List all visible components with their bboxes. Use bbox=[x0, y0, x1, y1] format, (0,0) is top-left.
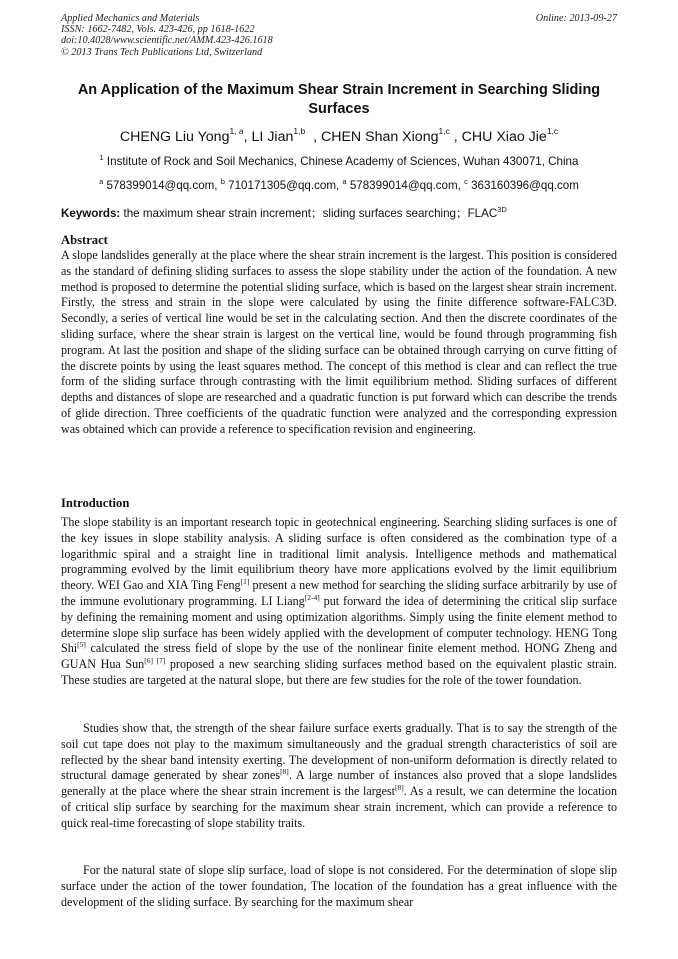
affiliation bbox=[61, 155, 617, 169]
author-separator: , bbox=[305, 129, 321, 145]
paragraph-text: . As a result, we can determine the location of critical slip surface by searching for the maximum shear strain increment, which can provide a reference to quick real-time forecasting of slope stability traits. bbox=[61, 784, 617, 830]
email-address: 363160396@qq.com bbox=[471, 179, 579, 192]
abstract-text: A slope landslides generally at the place where the shear strain increment is the largest. This position is considered as the standard of defining sliding surfaces to assess the slope stability under the action of the foundation. A new method is proposed to determine the potential sliding surface, which is based on the largest shear strain increment. Firstly, the stress and strain in the slope were calculated by using the finite difference software-FALC3D. Secondly, a series of vertical line would be set in the calculating section. And then the discrete coordinates of the sliding surface, where the shear strain is largest on the vertical line, would be found through programming fish program. At last the position and shape of the sliding surface can be obtained through carrying on curve fitting of the discrete points by using the least squares method. The concept of this method is clear and can reflect the true form of the sliding surface through contrasting with the limit equilibrium method. Sliding surfaces of different depths and distances of slope are researched and a quadratic function is put forward which can describe the trends of glide direction. Three coefficients of the quadratic function were analyzed and the corresponding expression was obtained which can provide a reference to specification revision and engineering. bbox=[61, 248, 617, 436]
introduction-heading: Introduction bbox=[61, 496, 130, 510]
citation-ref: [8] bbox=[280, 767, 289, 777]
author-superscript: 1,b bbox=[293, 126, 306, 136]
author-superscript: 1,c bbox=[546, 126, 559, 136]
introduction-paragraph-2 bbox=[61, 721, 617, 832]
affiliation-text: Institute of Rock and Soil Mechanics, Chinese Academy of Sciences, Wuhan 430071, China bbox=[106, 155, 579, 168]
citation-ref: [5] bbox=[77, 640, 86, 650]
author-separator: , bbox=[243, 129, 252, 145]
paragraph-text: . A large number of instances also proved that a slope landslides generally at the place where the shear strain increment is the largest bbox=[61, 768, 617, 799]
email-address: 710171305@qq.com, bbox=[228, 179, 343, 192]
citation-ref: [8] bbox=[395, 783, 404, 793]
email-marker: a bbox=[342, 177, 347, 186]
email-marker: c bbox=[464, 177, 468, 186]
keywords-label: Keywords: bbox=[61, 207, 121, 220]
journal-copyright: © 2013 Trans Tech Publications Ltd, Switzerland bbox=[61, 46, 263, 58]
paragraph-text: calculated the stress field of slope by the use of the nonlinear finite element method. HONG Zheng and GUAN Hua Sun bbox=[61, 641, 617, 672]
email-address: 578399014@qq.com, bbox=[106, 179, 221, 192]
author-superscript: 1,c bbox=[438, 126, 450, 136]
journal-doi: doi:10.4028/www.scientific.net/AMM.423-426.1618 bbox=[61, 35, 273, 47]
paragraph-text: present a new method for searching the sliding surface arbitrarily by use of the immune evolutionary programming. LI Liang bbox=[61, 578, 617, 608]
author-superscript: 1, a bbox=[229, 126, 244, 136]
paragraph-text: The slope stability is an important research topic in geotechnical engineering. Searching sliding surfaces is one of the key issues in slope stability analysis. A sliding surface is often considered as the combination type of a logarithmic spiral and a straight line in traditional limit analysis. Intelligence methods and mathematical programming evolved by the limit equilibrium theory have more applications evolved by the limit equilibrium theory. WEI Gao and XIA Ting Feng bbox=[61, 515, 617, 593]
affiliation-marker: 1 bbox=[99, 153, 104, 162]
keywords-superscript: 3D bbox=[497, 205, 507, 214]
email-marker: b bbox=[220, 177, 225, 186]
paragraph-text: proposed a new searching sliding surfaces method based on the equivalent plastic strain. These studies are targeted at the natural slope, but there are few studies for the role of the tower foundation. bbox=[61, 657, 617, 687]
journal-header bbox=[61, 13, 617, 58]
author-emails bbox=[61, 179, 617, 193]
author-name: LI Jian bbox=[251, 129, 294, 145]
email-marker: a bbox=[99, 177, 104, 186]
paragraph-text: Studies show that, the strength of the shear failure surface exerts gradually. That is to say the strength of the soil cut tape does not play to the maximum simultaneously and the gradual strength characteristics of soil are reflected by the shear band intensity exerting. The development of non-uniform deformation is directly related to structural damage generated by shear zones bbox=[61, 721, 617, 783]
keywords-line bbox=[61, 207, 617, 221]
introduction-paragraph-1 bbox=[61, 515, 617, 689]
online-date: Online: 2013-09-27 bbox=[535, 13, 617, 24]
author-separator: , bbox=[449, 129, 462, 145]
email-address: 578399014@qq.com, bbox=[349, 179, 465, 192]
author-list bbox=[61, 128, 617, 146]
author-name: CHEN Shan Xiong bbox=[320, 129, 439, 145]
journal-issn: ISSN: 1662-7482, Vols. 423-426, pp 1618-1622 bbox=[61, 24, 255, 36]
abstract-heading: Abstract bbox=[61, 233, 108, 247]
author-name: CHU Xiao Jie bbox=[461, 129, 547, 145]
paper-title: An Application of the Maximum Shear Strain Increment in Searching Sliding Surfaces bbox=[77, 82, 601, 117]
keywords-text: the maximum shear strain increment；sliding surfaces searching；FLAC bbox=[123, 207, 498, 220]
author-name: CHENG Liu Yong bbox=[119, 129, 230, 145]
citation-ref: [2-4] bbox=[304, 592, 320, 602]
introduction-paragraph-3: For the natural state of slope slip surface, load of slope is not considered. For the determination of slope slip surface under the action of the tower foundation, The location of the foundation has a great influence with the development of the sliding surface. By searching for the maximum shear bbox=[61, 863, 617, 909]
paragraph-text: put forward the idea of determining the critical slip surface by defining the remaining moment and using optimization algorithms. Simply using the finite element method to determine slope slip surface has been widely applied with the development of computer technology. HENG Tong Shi bbox=[61, 593, 617, 656]
journal-name: Applied Mechanics and Materials bbox=[61, 13, 200, 24]
citation-ref: [6] [7] bbox=[144, 656, 166, 666]
citation-ref: [1] bbox=[240, 577, 250, 587]
